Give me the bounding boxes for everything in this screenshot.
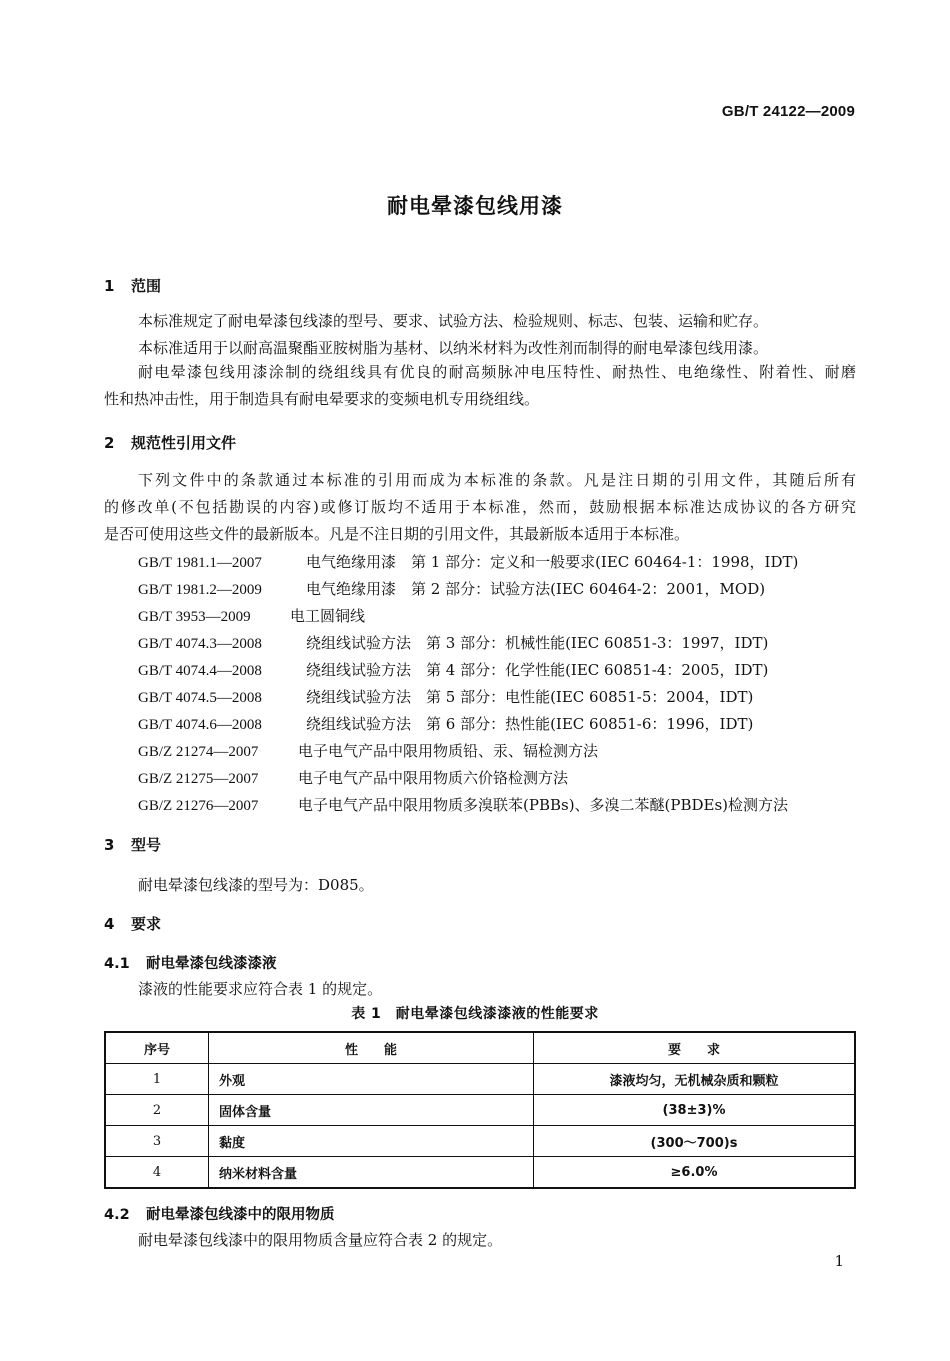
table-header-row [105,1032,855,1064]
reference-title: 绕组线试验方法 第 4 部分：化学性能(IEC 60851-4：2005，IDT) [306,661,769,679]
page-number: 1 [834,1252,844,1270]
reference-item [138,740,598,761]
reference-title: 电气绝缘用漆 第 1 部分：定义和一般要求(IEC 60464-1：1998，IDT) [306,553,799,571]
paragraph: 下列文件中的条款通过本标准的引用而成为本标准的条款。凡是注日期的引用文件，其随后所有 [138,471,856,489]
reference-code: GB/Z 21276—2007 [138,798,259,814]
paragraph-continuation: 性和热冲击性，用于制造具有耐电晕要求的变频电机专用绕组线。 [104,390,540,408]
reference-title: 绕组线试验方法 第 5 部分：电性能(IEC 60851-5：2004，IDT) [306,688,754,706]
paragraph: 耐电晕漆包线漆的型号为：D085。 [138,876,374,894]
reference-code: GB/T 1981.1—2007 [138,555,262,571]
reference-code: GB/Z 21275—2007 [138,771,259,787]
section-title: 型号 [131,836,162,854]
standard-code: GB/T 24122—2009 [721,103,855,120]
cell-property: 固体含量 [209,1095,534,1126]
cell-property: 纳米材料含量 [209,1157,534,1189]
section-1-heading [104,275,161,296]
cell-no: 2 [105,1095,209,1126]
reference-code: GB/Z 21274—2007 [138,744,259,760]
section-number: 3 [104,836,115,854]
reference-title: 电气绝缘用漆 第 2 部分：试验方法(IEC 60464-2：2001，MOD) [306,580,766,598]
section-2-heading [104,432,236,453]
section-4-heading [104,913,161,934]
reference-item [138,767,568,788]
cell-property: 外观 [209,1064,534,1095]
reference-code: GB/T 1981.2—2009 [138,582,262,598]
section-3-heading [104,834,161,855]
cell-requirement: (38±3)% [534,1095,856,1126]
paragraph: 耐电晕漆包线漆中的限用物质含量应符合表 2 的规定。 [138,1231,503,1249]
cell-no: 4 [105,1157,209,1189]
section-number: 2 [104,434,115,452]
reference-item [138,659,768,680]
cell-requirement: (300～700)s [534,1126,856,1157]
subsection-title: 耐电晕漆包线漆漆液 [146,956,277,972]
paragraph: 漆液的性能要求应符合表 1 的规定。 [138,980,383,998]
reference-title: 电工圆铜线 [290,607,366,625]
header-property: 性 能 [209,1032,534,1064]
cell-requirement: 漆液均匀，无机械杂质和颗粒 [534,1064,856,1095]
cell-no: 3 [105,1126,209,1157]
subsection-title: 耐电晕漆包线漆中的限用物质 [146,1207,335,1223]
reference-title: 电子电气产品中限用物质铅、汞、镉检测方法 [298,742,599,760]
reference-code: GB/T 4074.4—2008 [138,663,262,679]
paragraph: 本标准规定了耐电晕漆包线漆的型号、要求、试验方法、检验规则、标志、包装、运输和贮存。 [138,312,769,330]
cell-property: 黏度 [209,1126,534,1157]
section-title: 要求 [131,915,162,933]
reference-title: 电子电气产品中限用物质六价铬检测方法 [298,769,569,787]
reference-title: 绕组线试验方法 第 6 部分：热性能(IEC 60851-6：1996，IDT) [306,715,754,733]
subsection-4-2-heading [104,1203,335,1224]
subsection-number: 4.2 [104,1207,130,1223]
table-caption: 表 1 耐电晕漆包线漆漆液的性能要求 [351,1006,599,1022]
reference-item [138,794,788,815]
reference-code: GB/T 3953—2009 [138,609,251,625]
paragraph: 本标准适用于以耐高温聚酯亚胺树脂为基材、以纳米材料为改性剂而制得的耐电晕漆包线用漆。 [138,339,769,357]
reference-item [138,605,365,626]
paragraph-continuation: 的修改单(不包括勘误的内容)或修订版均不适用于本标准，然而，鼓励根据本标准达成协议的各方研究 [104,498,856,516]
section-number: 4 [104,915,115,933]
header-no: 序号 [105,1032,209,1064]
paragraph: 耐电晕漆包线用漆涂制的绕组线具有优良的耐高频脉冲电压特性、耐热性、电绝缘性、附着性、耐磨 [138,363,856,381]
table-row [105,1064,855,1095]
section-number: 1 [104,277,115,295]
reference-title: 绕组线试验方法 第 3 部分：机械性能(IEC 60851-3：1997，IDT) [306,634,769,652]
cell-requirement: ≥6.0% [534,1157,856,1189]
reference-item [138,551,798,572]
reference-item [138,632,768,653]
section-title: 范围 [131,277,162,295]
table-row [105,1095,855,1126]
subsection-4-1-heading [104,952,277,973]
reference-item [138,578,765,599]
table-row [105,1126,855,1157]
performance-table [104,1031,856,1189]
subsection-number: 4.1 [104,956,130,972]
reference-title: 电子电气产品中限用物质多溴联苯(PBBs)、多溴二苯醚(PBDEs)检测方法 [298,796,789,814]
paragraph-continuation: 是否可使用这些文件的最新版本。凡是不注日期的引用文件，其最新版本适用于本标准。 [104,525,690,543]
reference-item [138,686,753,707]
reference-code: GB/T 4074.6—2008 [138,717,262,733]
section-title: 规范性引用文件 [131,434,237,452]
reference-code: GB/T 4074.3—2008 [138,636,262,652]
reference-item [138,713,753,734]
header-requirement: 要 求 [534,1032,856,1064]
reference-code: GB/T 4074.5—2008 [138,690,262,706]
document-title: 耐电晕漆包线用漆 [387,194,563,218]
cell-no: 1 [105,1064,209,1095]
table-row [105,1157,855,1189]
